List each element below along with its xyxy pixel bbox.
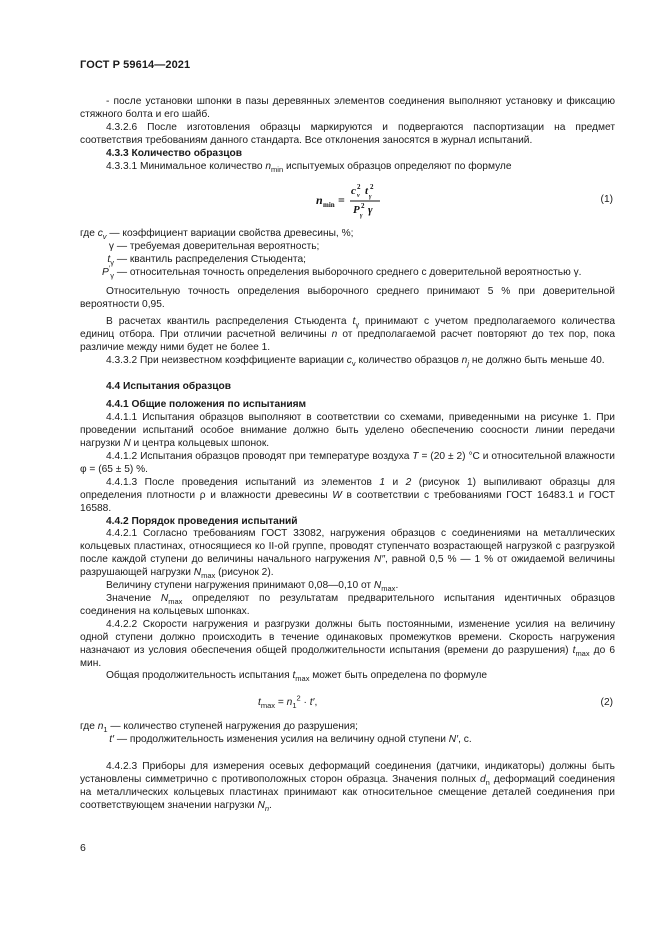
formula-1-lhs-sub: min	[323, 201, 335, 210]
paragraph-total-duration: Общая продолжительность испытания $t_{max}$ может быть определена по формуле	[106, 670, 488, 684]
paragraph-relative-accuracy: Относительную точность определения выборочного среднего принимают 5 % при доверительной вероятности 0,95.	[80, 286, 615, 310]
formula-1-num-t: t	[365, 185, 369, 198]
formula-1-num-c-sub: v	[357, 193, 360, 200]
paragraph-4-4-1-2: 4.4.1.2 Испытания образцов проводят при температуре воздуха T = (20 ± 2) °С и относительной влажности φ = (65 ± 5) %.	[80, 451, 615, 475]
formula-1-num-c: c	[351, 185, 356, 198]
heading-4-4: 4.4 Испытания образцов	[106, 380, 232, 392]
paragraph-student-quantile: В расчетах квантиль распределения Стьюдента $t_\gamma$ принимают с учетом предполагаемого количества единиц отбора. При отличии расчетной величины n от предполагаемой расчет повторяют до тех пор, пока различие между ними будет не более 1.	[80, 315, 615, 353]
heading-4-4-1: 4.4.1 Общие положения по испытаниям	[106, 399, 307, 411]
paragraph-4-4-2-1: 4.4.2.1 Согласно требованиям ГОСТ 33082, нагружения образцов с соединениями на металлических кольцевых пластинах, относящиеся ко II-ой группе, проводят ступенчато возрастающей нагрузкой с разгрузкой после каждой ступени до величины начального нагружения N″, равной 0,5 % — 1 % от ожидаемой величины разрушающей нагрузки $N_{max}$ (рисунок 2).	[80, 528, 615, 581]
formula-1-num-t-sup: 2	[370, 183, 374, 192]
paragraph-load-step: Величину ступени нагружения принимают 0,08—0,10 от $N_{max}$.	[106, 580, 399, 594]
document-header: ГОСТ Р 59614—2021	[80, 59, 191, 71]
formula-2-number: (2)	[600, 697, 613, 709]
formula-1-expression	[316, 180, 398, 220]
formula-1-den-p: P	[353, 204, 360, 217]
formula-1-den-p-sup: 2	[361, 202, 365, 211]
definition-cv: где $c_v$ — коэффициент вариации свойства древесины, %;	[80, 228, 354, 242]
paragraph-4-4-1-3: 4.4.1.3 После проведения испытаний из элементов 1 и 2 (рисунок 1) выпиливают образцы для определения плотности ρ и влажности древесины W в соответствии с требованиями ГОСТ 16483.1 и ГОСТ 16588.	[80, 476, 615, 514]
formula-1-num-t-sub: γ	[369, 194, 372, 201]
definition-p-gamma: $P'_\gamma$ — относительная точность определения выборочного среднего с доверительной вероятностью γ.	[102, 263, 582, 281]
document-body	[80, 96, 615, 813]
definitions-list-2	[80, 721, 615, 747]
formula-1-num-c-sup: 2	[357, 183, 361, 192]
formula-1-den-p-sub: γ	[360, 213, 363, 220]
formula-1-number: (1)	[600, 194, 613, 206]
paragraph-bolt-install: - после установки шпонки в пазы деревянных элементов соединения выполняют установку и фиксацию стяжного болта и его шайб.	[80, 96, 615, 120]
heading-4-4-2: 4.4.2 Порядок проведения испытаний	[106, 515, 298, 527]
page-number: 6	[80, 842, 86, 854]
paragraph-4-3-2-6: 4.3.2.6 После изготовления образцы маркируются и подвергаются паспортизации на предмет соответствия требованиям данного стандарта. Все отклонения заносятся в журнал испытаний.	[80, 121, 615, 146]
formula-1-eq: =	[338, 193, 345, 208]
definition-n1: где $n_1$ — количество ступеней нагружения до разрушения;	[80, 721, 358, 735]
formula-1	[80, 176, 615, 226]
formula-1-den-gamma: γ	[368, 204, 373, 217]
paragraph-4-4-2-2: 4.4.2.2 Скорости нагружения и разгрузки должны быть постоянными, изменение усилия на величину одной ступени должно происходить в течение одинаковых промежутков времени. Скорость нагружения назначают из условия обеспечения общей продолжительности испытания (времени до разрушения) $t_{max}$ до 6 мин.	[80, 618, 616, 669]
definition-gamma: γ — требуемая доверительная вероятность;	[108, 241, 320, 253]
formula-2	[80, 687, 615, 721]
definitions-list-1	[80, 228, 615, 280]
paragraph-4-3-3-2: 4.3.3.2 При неизвестном коэффициенте вариации $c_v$ количество образцов $n_j$ не должно быть меньше 40.	[106, 354, 605, 368]
paragraph-nmax-value: Значение $N_{max}$ определяют по результатам предварительного испытания идентичных образцов соединения на кольцевых шпонках.	[80, 593, 615, 617]
formula-2-expression: $t_{max} = n_1^2 \cdot t'$,	[258, 693, 318, 711]
definition-t-prime: t′ — продолжительность изменения усилия на величину одной ступени N′, с.	[109, 734, 472, 746]
paragraph-4-4-2-3: 4.4.2.3 Приборы для измерения осевых деформаций соединения (датчики, индикаторы) должны быть установлены симметрично с противоположных сторон образца. Значения полных $d_n$ деформаций соединения на металлических кольцевых пластинах принимают как относительное смещение деталей соединения при соответствующем значении нагрузки $N_n$.	[80, 761, 615, 813]
paragraph-4-4-1-1: 4.4.1.1 Испытания образцов выполняют в соответствии со схемами, приведенными на рисунке 1. При проведении испытаний особое внимание должно быть уделено обеспечению соосности линии передачи нагрузки N и центра кольцевых шпонок.	[80, 412, 615, 450]
paragraph-4-3-3-1: 4.3.3.1 Минимальное количество $n_{min}$ испытуемых образцов определяют по формуле	[106, 160, 512, 174]
definition-t-gamma: $t_\gamma$ — квантиль распределения Стьюдента;	[107, 254, 306, 268]
formula-1-lhs: n	[316, 193, 323, 208]
heading-4-3-3: 4.3.3 Количество образцов	[106, 147, 243, 159]
